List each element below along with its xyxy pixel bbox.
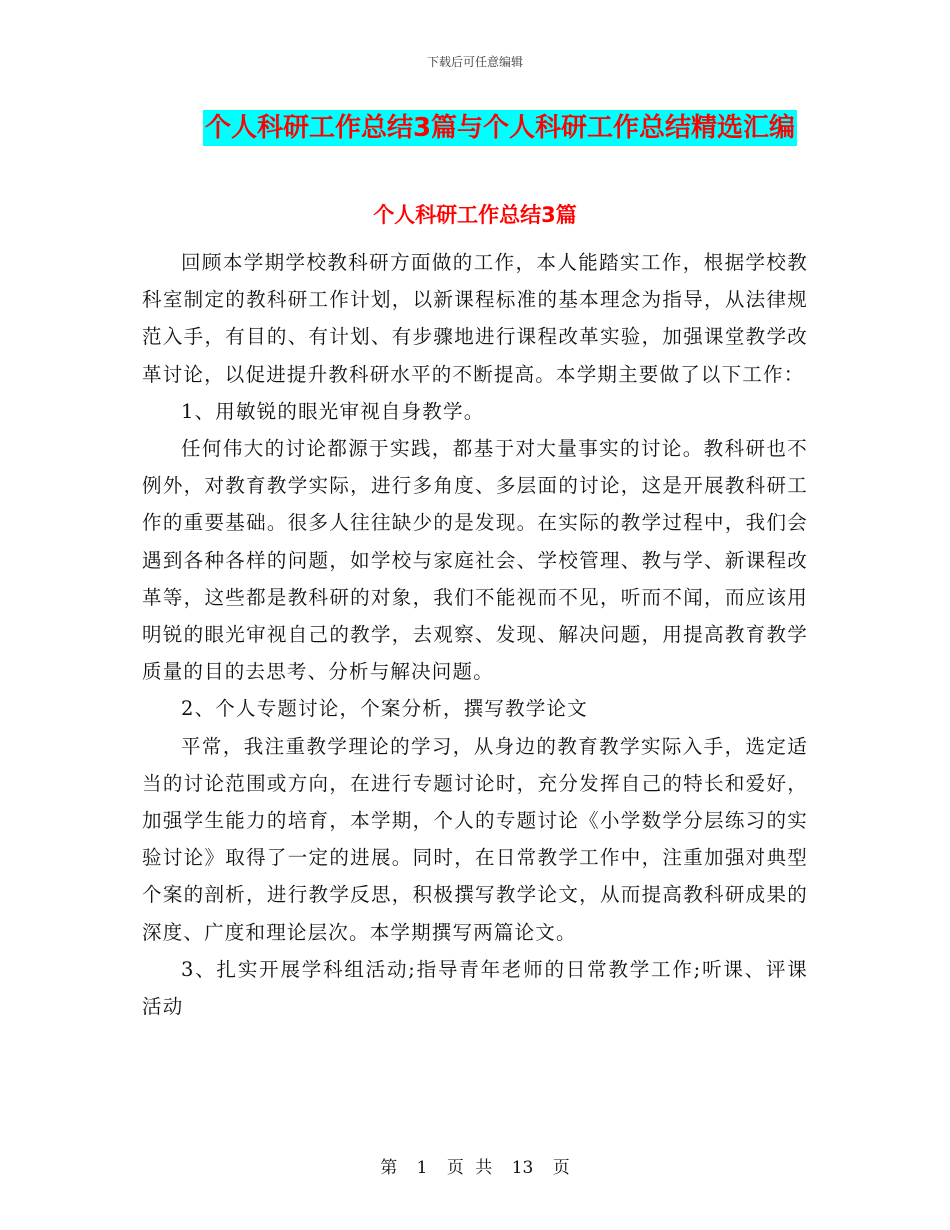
- footer-page-total: 13: [511, 1158, 534, 1178]
- footer-middle: 页 共: [446, 1158, 493, 1178]
- paragraph-heading-1: 1、用敏锐的眼光审视自身教学。: [181, 399, 485, 423]
- section-title: 个人科研工作总结3篇: [373, 203, 577, 227]
- header-note: 下载后可任意编辑: [426, 55, 523, 69]
- footer-prefix: 第: [380, 1158, 398, 1178]
- paragraph-body-1: 任何伟大的讨论都源于实践，都基于对大量事实的讨论。教科研也不例外，对教育教学实际，进行多角度、多层面的讨论，这是开展教科研工作的重要基础。很多人往往缺少的是发现。在实际的教学过程中，我们会遇到各种各样的问题，如学校与家庭社会、学校管理、教与学、新课程改革等，这些都是教科研的对象，我们不能视而不见，听而不闻，而应该用明锐的眼光审视自己的教学，去观察、发现、解决问题，用提高教育教学质量的目的去思考、分析与解决问题。: [142, 437, 808, 684]
- body-text: [142, 244, 808, 1025]
- paragraph-body-2: 平常，我注重教学理论的学习，从身边的教育教学实际入手，选定适当的讨论范围或方向，在进行专题讨论时，充分发挥自己的特长和爱好，加强学生能力的培育，本学期，个人的专题讨论《小学数学分层练习的实验讨论》取得了一定的进展。同时，在日常教学工作中，注重加强对典型个案的剖析，进行教学反思，积极撰写教学论文，从而提高教科研成果的深度、广度和理论层次。本学期撰写两篇论文。: [142, 734, 808, 944]
- paragraph-intro: 回顾本学期学校教科研方面做的工作，本人能踏实工作，根据学校教科室制定的教科研工作计划，以新课程标准的基本理念为指导，从法律规范入手，有目的、有计划、有步骤地进行课程改革实验，加强课堂教学改革讨论，以促进提升教科研水平的不断提高。本学期主要做了以下工作：: [142, 251, 808, 386]
- footer-page-current: 1: [416, 1158, 428, 1178]
- page-footer: [0, 1153, 950, 1178]
- paragraph-heading-3: 3、扎实开展学科组活动;指导青年老师的日常教学工作;听课、评课活动: [142, 957, 808, 1019]
- footer-suffix: 页: [552, 1158, 570, 1178]
- main-title: 个人科研工作总结3篇与个人科研工作总结精选汇编: [203, 110, 797, 146]
- paragraph-heading-2: 2、个人专题讨论，个案分析，撰写教学论文: [181, 697, 588, 721]
- main-title-container: [0, 110, 950, 146]
